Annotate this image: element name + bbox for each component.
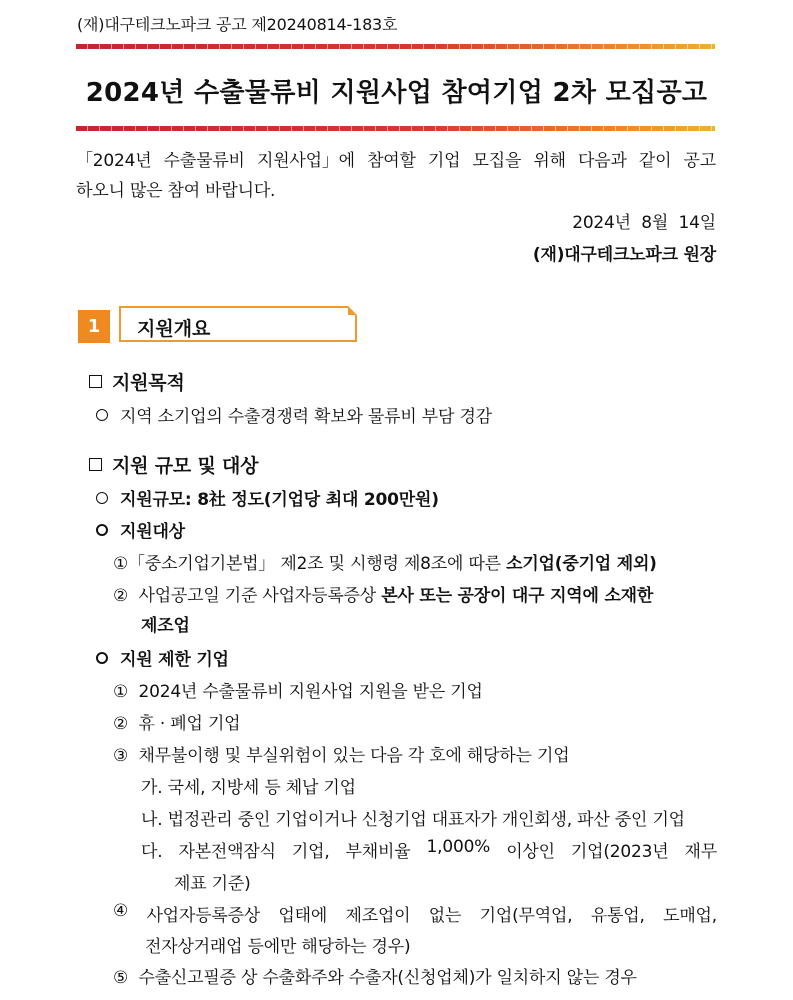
restriction-3-sub-c (141, 837, 717, 862)
checkbox-square-icon (89, 458, 102, 471)
target-item-1 (113, 549, 657, 574)
r4-word: 도매업, (663, 906, 717, 926)
bullet-circle-icon (96, 492, 108, 504)
bullet-circle-icon (96, 409, 108, 421)
circled-number: ⑤ (113, 968, 129, 988)
issuer: (재)대구테크노파크 원장 (532, 245, 716, 265)
circled-number: ① (113, 682, 129, 702)
section-title: 지원개요 (137, 318, 211, 340)
sub-c-word: 1,000% (426, 837, 491, 857)
circled-number: ① (113, 554, 129, 574)
sub-c-word: 부채비율 (345, 842, 411, 862)
section-number: 1 (78, 310, 110, 343)
purpose-item (96, 402, 492, 427)
scope-size (96, 485, 439, 510)
scope-size-text: 지원규모: 8社 정도(기업당 최대 200만원) (120, 490, 439, 510)
circled-number: ② (113, 586, 129, 606)
header-bottom-bar (76, 126, 715, 131)
restriction-item-3 (113, 741, 569, 766)
restrictions-heading-label: 지원 제한 기업 (120, 650, 229, 670)
intro-word: 수출물류비 (163, 151, 245, 171)
r4-word: 업태에 (278, 906, 328, 926)
scope-heading (89, 451, 258, 478)
r4-word: 유통업, (590, 906, 645, 926)
restriction-item-2 (113, 709, 240, 734)
intro-line-2: 하오니 많은 참여 바랍니다. (76, 181, 276, 201)
intro-word: 위해 (533, 151, 566, 171)
purpose-heading (89, 368, 185, 395)
purpose-item-text: 지역 소기업의 수출경쟁력 확보와 물류비 부담 경감 (120, 407, 492, 427)
notice-date: 2024년 8월 14일 (572, 213, 716, 233)
sub-c-word: 기업, (291, 842, 330, 862)
r4-word: 사업자등록증상 (146, 906, 261, 926)
intro-word: 참여할 (367, 151, 416, 171)
notice-number: (재)대구테크노파크 공고 제20240814-183호 (77, 15, 398, 34)
restriction-3-sub-b: 나. 법정관리 중인 기업이거나 신청기업 대표자가 개인회생, 파산 중인 기업 (141, 810, 685, 830)
intro-line-1 (76, 146, 716, 171)
restriction-2-text: 휴 · 폐업 기업 (138, 714, 241, 734)
circled-number: ③ (113, 746, 129, 766)
target-2-continued: 제조업 (141, 616, 190, 636)
restriction-1-text: 2024년 수출물류비 지원사업 지원을 받은 기업 (138, 682, 483, 702)
bullet-circle-bold-icon (96, 652, 108, 664)
target-1-text: 「중소기업기본법」 제2조 및 시행령 제8조에 따른 (128, 554, 507, 574)
intro-word: 다음과 (578, 151, 627, 171)
sub-c-word: 다. (141, 842, 163, 862)
target-heading-label: 지원대상 (120, 522, 185, 542)
section-title-box (119, 306, 357, 342)
target-2-text: 사업공고일 기준 사업자등록증상 (138, 586, 382, 606)
restriction-3-sub-c-continued: 제표 기준) (174, 874, 251, 894)
intro-word: 공고 (683, 151, 716, 171)
r4-word: 기업(무역업, (479, 906, 573, 926)
restriction-4-continued: 전자상거래업 등에만 해당하는 경우) (145, 937, 411, 957)
restrictions-heading (96, 645, 229, 670)
target-2-emphasis: 본사 또는 공장이 대구 지역에 소재한 (381, 586, 654, 606)
sub-c-word: 이상인 (506, 842, 555, 862)
page-title: 2024년 수출물류비 지원사업 참여기업 2차 모집공고 (85, 78, 708, 108)
r4-word: 제조업이 (345, 906, 411, 926)
intro-word: 기업 (427, 151, 461, 171)
intro-word: 같이 (638, 151, 672, 171)
bullet-circle-bold-icon (96, 524, 108, 536)
intro-word: 모집을 (472, 151, 522, 171)
target-item-2 (113, 581, 653, 606)
target-heading (96, 517, 185, 542)
restriction-item-1 (113, 677, 483, 702)
sub-c-word: 재무 (684, 842, 717, 862)
folded-corner-icon (348, 306, 357, 315)
circled-number: ④ (113, 901, 129, 921)
checkbox-square-icon (89, 375, 102, 388)
intro-word: 「2024년 (76, 151, 152, 171)
restriction-item-4 (113, 901, 717, 926)
restriction-3-sub-a: 가. 국세, 지방세 등 체납 기업 (141, 778, 356, 798)
restriction-5-text: 수출신고필증 상 수출화주와 수출자(신청업체)가 일치하지 않는 경우 (138, 968, 637, 988)
purpose-heading-label: 지원목적 (112, 372, 185, 394)
header-top-bar (76, 44, 715, 49)
restriction-3-text: 채무불이행 및 부실위험이 있는 다음 각 호에 해당하는 기업 (138, 746, 570, 766)
r4-word: 없는 (428, 906, 462, 926)
target-1-emphasis: 소기업(중기업 제외) (506, 554, 657, 574)
sub-c-word: 기업(2023년 (570, 842, 669, 862)
scope-heading-label: 지원 규모 및 대상 (112, 455, 259, 477)
circled-number: ② (113, 714, 129, 734)
restriction-item-5 (113, 963, 637, 988)
sub-c-word: 자본전액잠식 (178, 842, 276, 862)
intro-word: 지원사업」에 (256, 151, 355, 171)
